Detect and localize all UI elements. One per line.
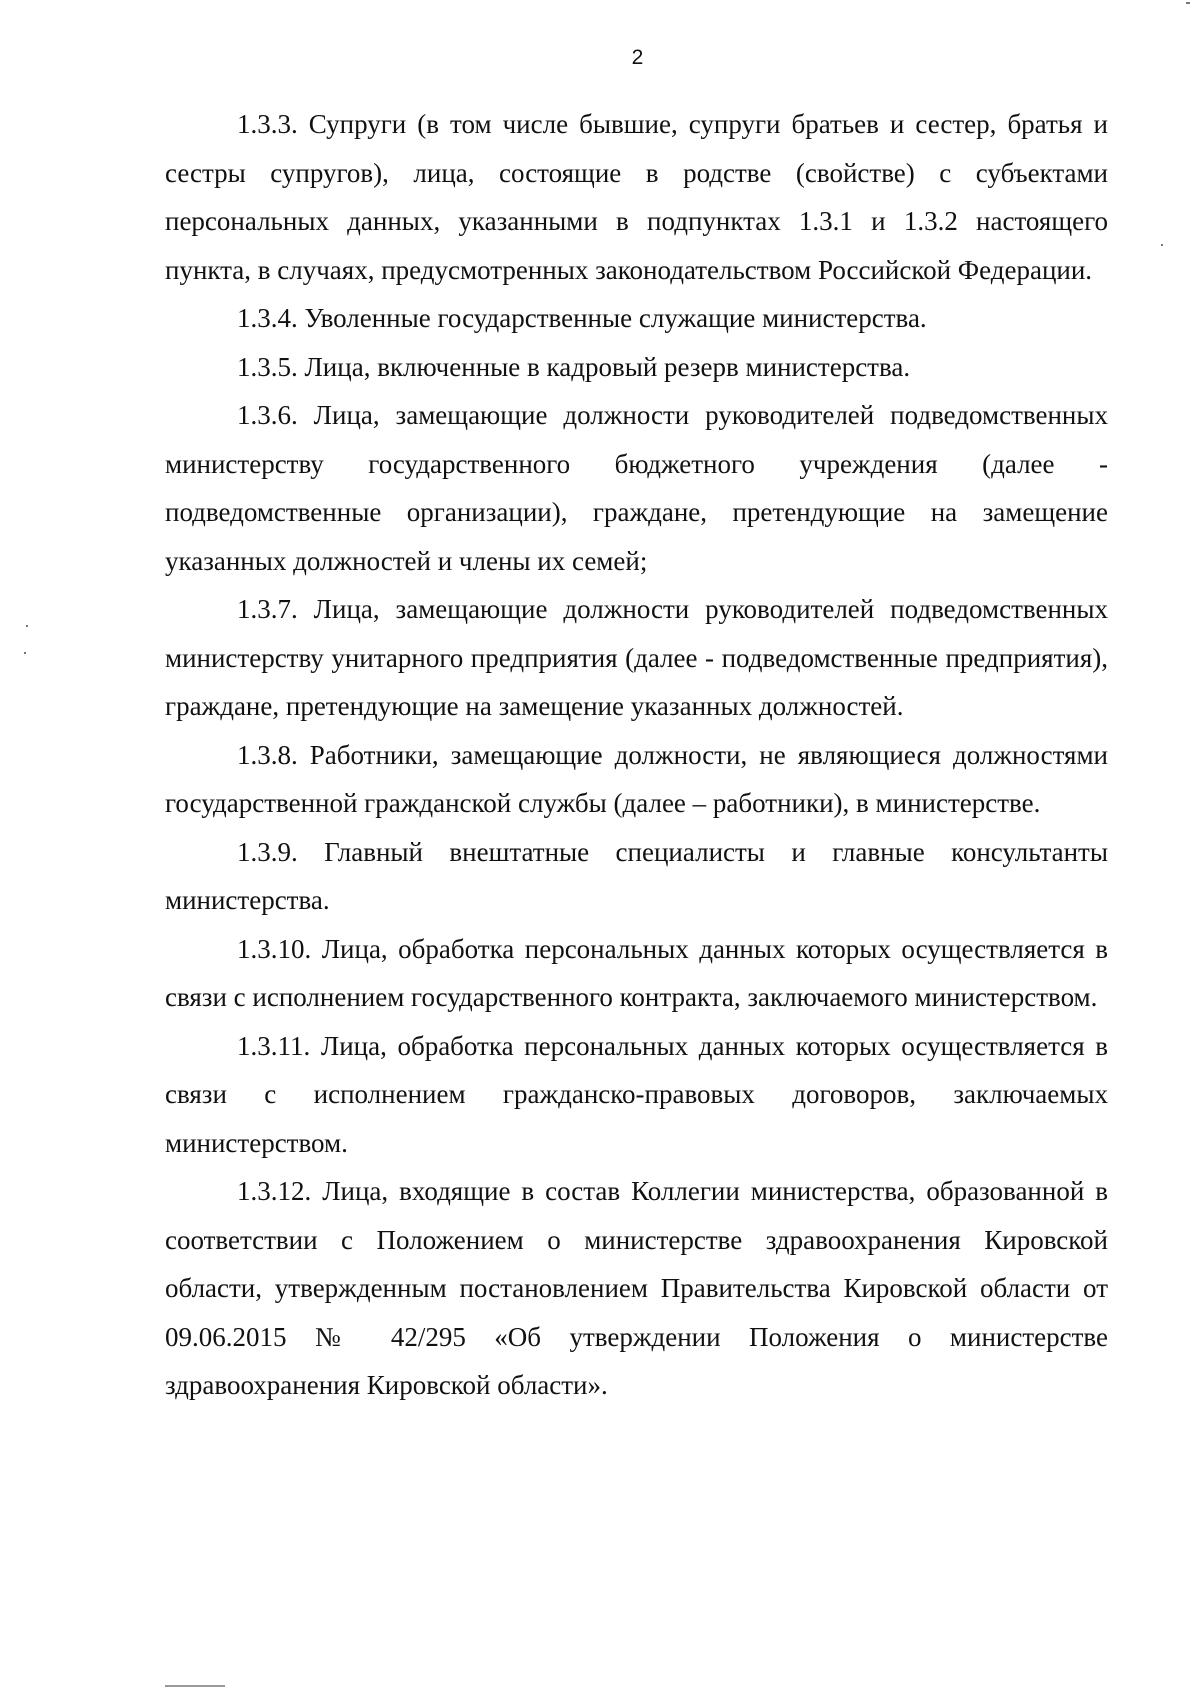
paragraph-1-3-11: 1.3.11. Лица, обработка персональных данных которых осуществляется в связи с исполнением гражданско-правовых договоров, заключаемых министерством.: [165, 1030, 1108, 1158]
paragraph-1-3-7: 1.3.7. Лица, замещающие должности руководителей подведомственных министерству унитарного предприятия (далее - подведомственные предприятия), граждане, претендующие на замещение указанных должностей.: [165, 594, 1108, 721]
paragraph-1-3-3: 1.3.3. Супруги (в том числе бывшие, супруги братьев и сестер, братья и сестры супругов), лица, состоящие в родстве (свойстве) с субъектами персональных данных, указанными в подпунктах 1.3.1 и 1.3.2 настоящего пункта, в случаях, предусмотренных законодательством Российской Федерации.: [165, 109, 1108, 285]
paragraph-1-3-4: 1.3.4. Уволенные государственные служащие министерства.: [237, 303, 927, 333]
paragraph-1-3-10: 1.3.10. Лица, обработка персональных данных которых осуществляется в связи с исполнением государственного контракта, заключаемого министерством.: [165, 933, 1108, 1012]
document-body: [165, 100, 1108, 1410]
paragraph-1-3-12: 1.3.12. Лица, входящие в состав Коллегии министерства, образованной в соответствии с Положением о министерстве здравоохранения Кировской области, утвержденным постановлением Правительства Кировской области от 09.06.2015 № 42/295 «Об утверждении Положения о министерстве здравоохранения Кировской области».: [165, 1176, 1108, 1400]
paragraph-1-3-5: 1.3.5. Лица, включенные в кадровый резерв министерства.: [237, 351, 911, 382]
paragraph-1-3-8: 1.3.8. Работники, замещающие должности, не являющиеся должностями государственной гражданской службы (далее – работники), в министерстве.: [165, 739, 1108, 818]
scan-speck: [1186, 2, 1190, 4]
page-number: 2: [631, 46, 644, 69]
paragraph-1-3-9: 1.3.9. Главный внештатные специалисты и главные консультанты министерства.: [165, 836, 1108, 915]
scan-speck: [24, 652, 26, 654]
bottom-edge-mark: [165, 1685, 225, 1687]
scan-speck: [1161, 244, 1163, 246]
scan-speck: [26, 625, 28, 627]
paragraph-1-3-6: 1.3.6. Лица, замещающие должности руководителей подведомственных министерству государственного бюджетного учреждения (далее - подведомственные организации), граждане, претендующие на замещение указанных должностей и члены их семей;: [165, 400, 1108, 576]
